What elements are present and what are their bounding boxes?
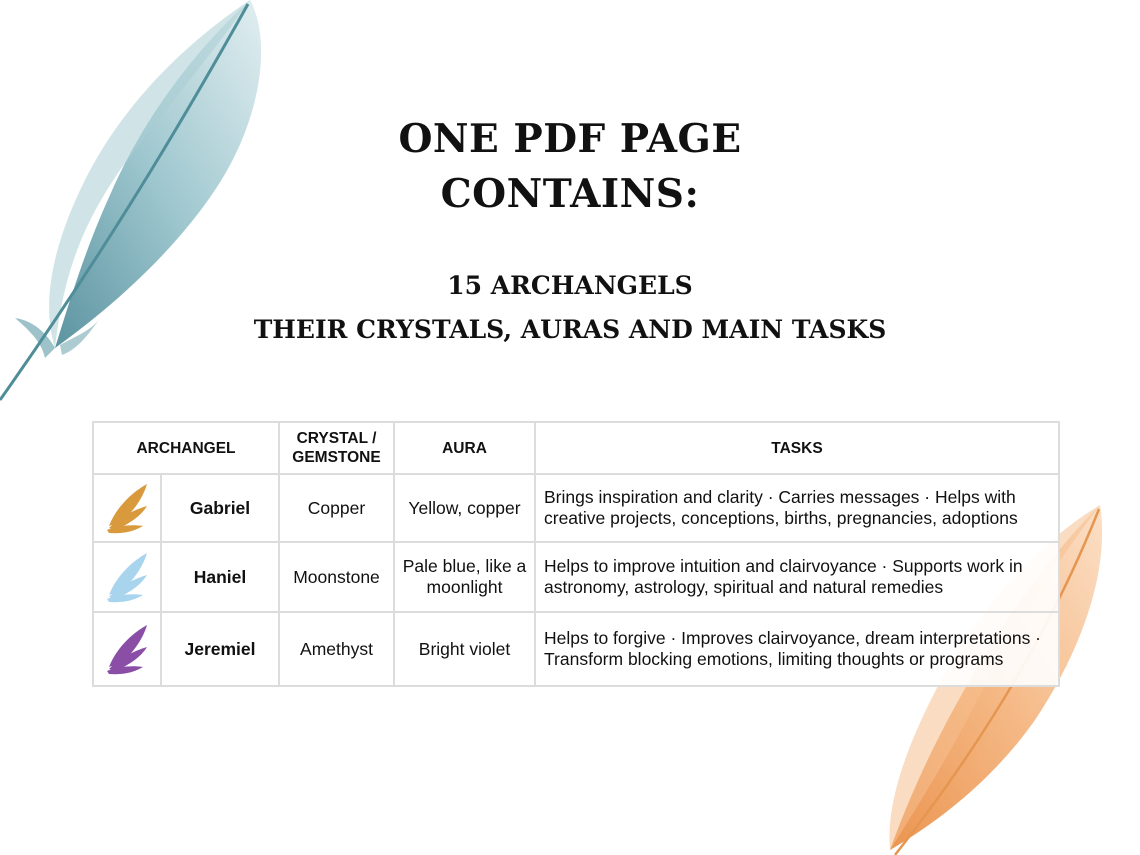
- title-line-2: CONTAINS:: [440, 171, 700, 217]
- archangel-name: Gabriel: [161, 474, 279, 542]
- tasks-cell: Helps to improve intuition and clairvoyance · Supports work in astronomy, astrology, spiritual and natural remedies: [535, 542, 1059, 612]
- crystal-cell: Copper: [279, 474, 394, 542]
- wing-icon: [103, 551, 151, 603]
- table-row: [93, 474, 1059, 542]
- crystal-cell: Amethyst: [279, 612, 394, 686]
- wing-cell: [93, 612, 161, 686]
- header-crystal-line-1: CRYSTAL /: [296, 430, 377, 447]
- table-header-row: [93, 422, 1059, 474]
- header-crystal: [279, 422, 394, 474]
- crystal-cell: Moonstone: [279, 542, 394, 612]
- archangel-name: Haniel: [161, 542, 279, 612]
- header-tasks: TASKS: [535, 422, 1059, 474]
- aura-cell: Pale blue, like a moonlight: [394, 542, 535, 612]
- aura-cell: Bright violet: [394, 612, 535, 686]
- header-aura: AURA: [394, 422, 535, 474]
- tasks-cell: Helps to forgive · Improves clairvoyance, dream interpretations · Transform blocking emotions, limiting thoughts or programs: [535, 612, 1059, 686]
- wing-icon: [103, 482, 151, 534]
- title-line-1: ONE PDF PAGE: [398, 116, 742, 162]
- header-crystal-line-2: GEMSTONE: [292, 449, 381, 466]
- archangels-table: [92, 421, 1060, 687]
- wing-cell: [93, 542, 161, 612]
- page-subtitle: [0, 264, 1140, 352]
- aura-cell: Yellow, copper: [394, 474, 535, 542]
- table-row: [93, 542, 1059, 612]
- table-row: [93, 612, 1059, 686]
- wing-icon: [103, 623, 151, 675]
- archangel-name: Jeremiel: [161, 612, 279, 686]
- subtitle-line-2: THEIR CRYSTALS, AURAS AND MAIN TASKS: [253, 315, 887, 344]
- wing-cell: [93, 474, 161, 542]
- page-title: [0, 112, 1140, 222]
- tasks-cell: Brings inspiration and clarity · Carries messages · Helps with creative projects, conceptions, births, pregnancies, adoptions: [535, 474, 1059, 542]
- subtitle-line-1: 15 ARCHANGELS: [447, 271, 693, 300]
- header-archangel: ARCHANGEL: [93, 422, 279, 474]
